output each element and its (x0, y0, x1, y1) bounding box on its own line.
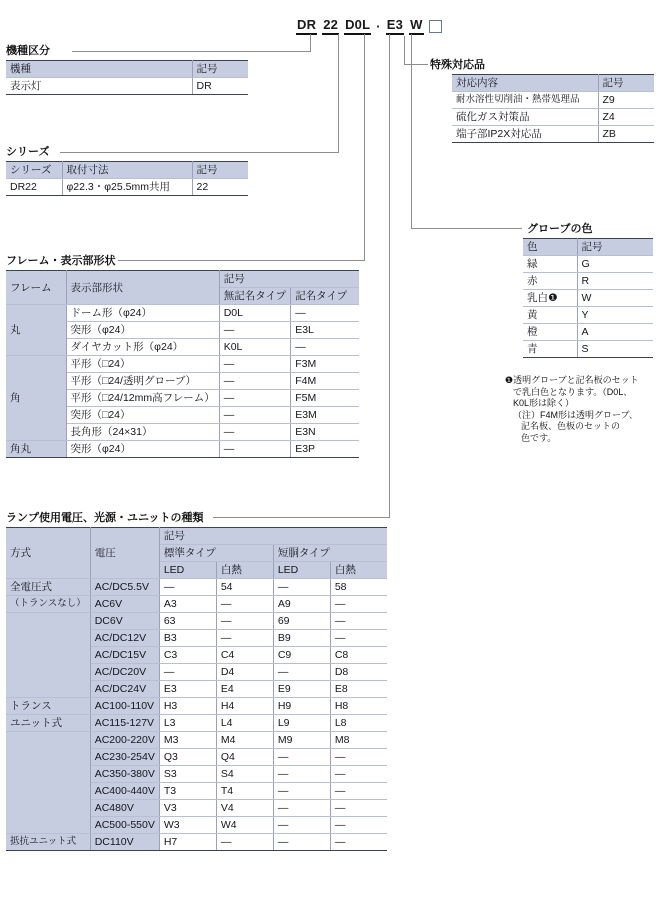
cell-symbol: Z4 (598, 109, 654, 126)
cell-shape: 平形（□24/透明グローブ） (66, 373, 219, 390)
cell-frame-rounded-square: 角丸 (6, 441, 66, 458)
cell-method-spacer (6, 613, 90, 698)
cell-symbol-named: F5M (291, 390, 359, 407)
cell-std-led: Q3 (159, 749, 216, 766)
cell-sht-led: M9 (273, 732, 330, 749)
col-header-voltage: 電圧 (90, 528, 159, 579)
col-header-method: 方式 (6, 528, 90, 579)
cell-symbol-named: E3N (291, 424, 359, 441)
cell-color-milky-white: 乳白❶ (523, 290, 577, 307)
cell-symbol-unnamed: K0L (219, 339, 290, 356)
col-header-mount-dim: 取付寸法 (62, 162, 192, 179)
table-row (6, 78, 248, 95)
table-header-row (6, 162, 248, 179)
col-header-shape: 表示部形状 (66, 271, 219, 305)
cell-sht-incand: — (330, 817, 387, 834)
cell-std-incand: L4 (216, 715, 273, 732)
cell-series-symbol: 22 (192, 179, 248, 196)
col-header-type: 機種 (6, 61, 192, 78)
cell-sht-incand: 58 (330, 579, 387, 596)
cell-voltage: AC115-127V (90, 715, 159, 732)
cell-color-red: 赤 (523, 273, 577, 290)
cell-sht-incand: E8 (330, 681, 387, 698)
leader-line-frame-v (364, 34, 365, 260)
table-row (6, 441, 359, 458)
cell-series-name: DR22 (6, 179, 62, 196)
cell-voltage: AC200-220V (90, 732, 159, 749)
cell-sht-led: 69 (273, 613, 330, 630)
cell-std-led: M3 (159, 732, 216, 749)
cell-measure: 耐水溶性切削油・熱帯処理品 (452, 92, 598, 109)
leader-line-lamp-h (213, 517, 390, 518)
cell-method-transformer-line1: トランス (6, 698, 90, 715)
cell-sht-led: C9 (273, 647, 330, 664)
section-caption-globe: グローブの色 (527, 223, 593, 235)
cell-sht-incand: L8 (330, 715, 387, 732)
model-code-segment-series: 22 (322, 18, 339, 35)
col-header-short-led: LED (273, 562, 330, 579)
table-special (452, 74, 654, 143)
col-header-symbol: 記号 (192, 162, 248, 179)
col-header-symbol: 記号 (577, 239, 653, 256)
cell-frame-square: 角 (6, 356, 66, 441)
cell-std-incand: T4 (216, 783, 273, 800)
table-header-row (6, 271, 359, 288)
cell-std-led: — (159, 579, 216, 596)
cell-voltage: AC6V (90, 596, 159, 613)
cell-voltage: DC6V (90, 613, 159, 630)
leader-line-lamp-v (389, 34, 390, 517)
cell-std-incand: C4 (216, 647, 273, 664)
cell-symbol-unnamed: D0L (219, 305, 290, 322)
col-header-standard-incand: 白熱 (216, 562, 273, 579)
cell-std-incand: — (216, 834, 273, 851)
cell-shape: 突形（□24） (66, 407, 219, 424)
cell-symbol-unnamed: — (219, 407, 290, 424)
cell-symbol-named: E3P (291, 441, 359, 458)
frame-table (6, 270, 359, 458)
cell-std-incand: — (216, 613, 273, 630)
cell-voltage: AC/DC5.5V (90, 579, 159, 596)
series-table (6, 161, 248, 196)
footnote-line-1: ❶透明グローブと記名板のセット (505, 375, 639, 385)
table-globe (523, 238, 653, 358)
cell-std-incand: W4 (216, 817, 273, 834)
cell-symbol-named: — (291, 339, 359, 356)
cell-std-incand: H4 (216, 698, 273, 715)
table-series (6, 161, 248, 196)
footnote-line-5: 記名板、色板のセットの (521, 421, 621, 431)
cell-voltage: AC500-550V (90, 817, 159, 834)
cell-sht-incand: C8 (330, 647, 387, 664)
table-row (523, 273, 653, 290)
special-table (452, 74, 654, 143)
col-header-series: シリーズ (6, 162, 62, 179)
cell-std-incand: 54 (216, 579, 273, 596)
cell-sht-incand: — (330, 630, 387, 647)
cell-symbol: Y (577, 307, 653, 324)
cell-sht-led: — (273, 664, 330, 681)
table-row (523, 256, 653, 273)
cell-sht-led: L9 (273, 715, 330, 732)
cell-std-led: H3 (159, 698, 216, 715)
leader-line-special-h (404, 64, 428, 65)
table-row (523, 341, 653, 358)
col-header-symbol: 記号 (192, 61, 248, 78)
cell-voltage: AC480V (90, 800, 159, 817)
cell-sht-led: B9 (273, 630, 330, 647)
cell-voltage: AC350-380V (90, 766, 159, 783)
table-row (6, 179, 248, 196)
table-row (6, 834, 387, 851)
col-header-short-incand: 白熱 (330, 562, 387, 579)
cell-std-led: 63 (159, 613, 216, 630)
cell-symbol-named: — (291, 305, 359, 322)
cell-symbol-unnamed: — (219, 424, 290, 441)
col-header-named-type: 記名タイプ (291, 288, 359, 305)
cell-color-blue: 青 (523, 341, 577, 358)
cell-symbol: G (577, 256, 653, 273)
globe-table (523, 238, 653, 358)
col-header-frame: フレーム (6, 271, 66, 305)
model-code-separator: · (376, 19, 381, 34)
cell-measure: 硫化ガス対策品 (452, 109, 598, 126)
cell-voltage: AC400-440V (90, 783, 159, 800)
cell-color-yellow: 黄 (523, 307, 577, 324)
lamp-table (6, 527, 387, 851)
cell-method-spacer-2 (6, 732, 90, 834)
cell-type-name: 表示灯 (6, 78, 192, 95)
cell-std-incand: — (216, 596, 273, 613)
col-header-unnamed-type: 無記名タイプ (219, 288, 290, 305)
section-caption-frame: フレーム・表示部形状 (6, 255, 116, 267)
cell-symbol: R (577, 273, 653, 290)
table-row (452, 126, 654, 143)
model-code-segment-type: DR (296, 18, 317, 35)
cell-std-led: S3 (159, 766, 216, 783)
table-row (6, 579, 387, 596)
cell-method-resistor: 抵抗ユニット式 (6, 834, 90, 851)
cell-symbol: A (577, 324, 653, 341)
cell-std-led: E3 (159, 681, 216, 698)
leader-line-type-h (72, 51, 311, 52)
cell-mount-dim: φ22.3・φ25.5mm共用 (62, 179, 192, 196)
cell-std-led: B3 (159, 630, 216, 647)
cell-shape: 長角形（24×31） (66, 424, 219, 441)
col-header-standard-type: 標準タイプ (159, 545, 273, 562)
cell-shape: ダイヤカット形（φ24） (66, 339, 219, 356)
cell-std-led: C3 (159, 647, 216, 664)
leader-line-globe-h (411, 228, 522, 229)
table-row (6, 305, 359, 322)
cell-color-orange: 橙 (523, 324, 577, 341)
col-header-color: 色 (523, 239, 577, 256)
cell-method-full-voltage-line2: （トランスなし） (6, 596, 90, 613)
cell-voltage: DC110V (90, 834, 159, 851)
leader-line-frame-h (118, 260, 365, 261)
section-caption-special: 特殊対応品 (430, 59, 485, 71)
cell-std-incand: S4 (216, 766, 273, 783)
cell-voltage: AC/DC24V (90, 681, 159, 698)
cell-sht-led: — (273, 783, 330, 800)
cell-std-led: T3 (159, 783, 216, 800)
leader-line-series-h (60, 152, 339, 153)
cell-measure: 端子部IP2X対応品 (452, 126, 598, 143)
model-code-segment-shape: D0L (344, 18, 371, 35)
cell-symbol: S (577, 341, 653, 358)
cell-sht-incand: — (330, 800, 387, 817)
leader-line-special-v (404, 36, 405, 64)
cell-std-led: W3 (159, 817, 216, 834)
col-header-short-type: 短胴タイプ (273, 545, 387, 562)
col-header-symbol: 記号 (598, 75, 654, 92)
footnote-line-2: で乳白色となります。（D0L、 (513, 386, 633, 397)
table-row (6, 715, 387, 732)
leader-line-type-v (310, 34, 311, 51)
table-header-row (523, 239, 653, 256)
cell-voltage: AC/DC12V (90, 630, 159, 647)
table-row (452, 92, 654, 109)
cell-sht-incand: — (330, 834, 387, 851)
cell-sht-led: H9 (273, 698, 330, 715)
cell-sht-incand: — (330, 613, 387, 630)
cell-std-incand: V4 (216, 800, 273, 817)
cell-sht-incand: M8 (330, 732, 387, 749)
table-row (452, 109, 654, 126)
cell-sht-incand: D8 (330, 664, 387, 681)
cell-method-transformer-line2: ユニット式 (6, 715, 90, 732)
cell-symbol-unnamed: — (219, 441, 290, 458)
cell-symbol: Z9 (598, 92, 654, 109)
table-row (6, 698, 387, 715)
table-row (523, 290, 653, 307)
col-header-measure: 対応内容 (452, 75, 598, 92)
leader-line-series-v (338, 34, 339, 152)
cell-symbol-unnamed: — (219, 373, 290, 390)
table-row (6, 613, 387, 630)
cell-symbol: ZB (598, 126, 654, 143)
cell-std-incand: D4 (216, 664, 273, 681)
table-frame (6, 270, 359, 458)
cell-method-full-voltage-line1: 全電圧式 (6, 579, 90, 596)
table-row (523, 307, 653, 324)
cell-shape: 平形（□24） (66, 356, 219, 373)
cell-std-incand: Q4 (216, 749, 273, 766)
cell-sht-led: — (273, 579, 330, 596)
cell-voltage: AC100-110V (90, 698, 159, 715)
cell-sht-led: — (273, 766, 330, 783)
cell-std-incand: E4 (216, 681, 273, 698)
cell-symbol-named: F3M (291, 356, 359, 373)
cell-symbol-named: E3L (291, 322, 359, 339)
footnote-line-4: （注）F4M形は透明グローブ、 (513, 409, 638, 420)
footnote-line-3: K0L形は除く） (513, 398, 575, 408)
model-code-string (296, 18, 442, 35)
cell-shape: ドーム形（φ24） (66, 305, 219, 322)
cell-color-green: 緑 (523, 256, 577, 273)
cell-std-incand: — (216, 630, 273, 647)
cell-sht-led: — (273, 749, 330, 766)
footnote-line-6: 色です。 (521, 432, 557, 443)
model-code-segment-voltage: E3 (386, 18, 404, 35)
cell-voltage: AC230-254V (90, 749, 159, 766)
cell-symbol-named: E3M (291, 407, 359, 424)
cell-symbol-unnamed: — (219, 322, 290, 339)
cell-std-led: L3 (159, 715, 216, 732)
section-caption-series: シリーズ (6, 146, 50, 158)
cell-std-led: H7 (159, 834, 216, 851)
table-lamp (6, 527, 387, 851)
cell-shape: 突形（φ24） (66, 322, 219, 339)
cell-symbol-unnamed: — (219, 390, 290, 407)
col-header-symbol: 記号 (219, 271, 358, 288)
cell-voltage: AC/DC20V (90, 664, 159, 681)
type-table (6, 60, 248, 95)
table-row (6, 356, 359, 373)
table-header-row (452, 75, 654, 92)
table-row (6, 732, 387, 749)
cell-sht-led: — (273, 817, 330, 834)
cell-sht-led: — (273, 800, 330, 817)
table-header-row (6, 528, 387, 545)
cell-sht-led: E9 (273, 681, 330, 698)
section-caption-lamp: ランプ使用電圧、光源・ユニットの種類 (6, 512, 204, 524)
cell-sht-incand: H8 (330, 698, 387, 715)
model-code-segment-color: W (409, 18, 423, 35)
globe-footnote (505, 375, 655, 444)
cell-shape: 平形（□24/12mm高フレーム） (66, 390, 219, 407)
cell-sht-incand: — (330, 749, 387, 766)
cell-shape: 突形（φ24） (66, 441, 219, 458)
cell-sht-incand: — (330, 766, 387, 783)
table-header-row (6, 61, 248, 78)
col-header-standard-led: LED (159, 562, 216, 579)
cell-frame-round: 丸 (6, 305, 66, 356)
cell-voltage: AC/DC15V (90, 647, 159, 664)
cell-sht-incand: — (330, 783, 387, 800)
cell-symbol-unnamed: — (219, 356, 290, 373)
section-caption-type: 機種区分 (6, 45, 50, 57)
cell-sht-led: A9 (273, 596, 330, 613)
table-type (6, 60, 248, 95)
table-row (6, 596, 387, 613)
cell-std-incand: M4 (216, 732, 273, 749)
cell-std-led: V3 (159, 800, 216, 817)
col-header-symbol: 記号 (159, 528, 387, 545)
cell-sht-incand: — (330, 596, 387, 613)
cell-symbol-named: F4M (291, 373, 359, 390)
table-row (523, 324, 653, 341)
cell-symbol: W (577, 290, 653, 307)
cell-type-symbol: DR (192, 78, 248, 95)
cell-sht-led: — (273, 834, 330, 851)
cell-std-led: — (159, 664, 216, 681)
cell-std-led: A3 (159, 596, 216, 613)
model-code-segment-special-box (429, 20, 442, 33)
